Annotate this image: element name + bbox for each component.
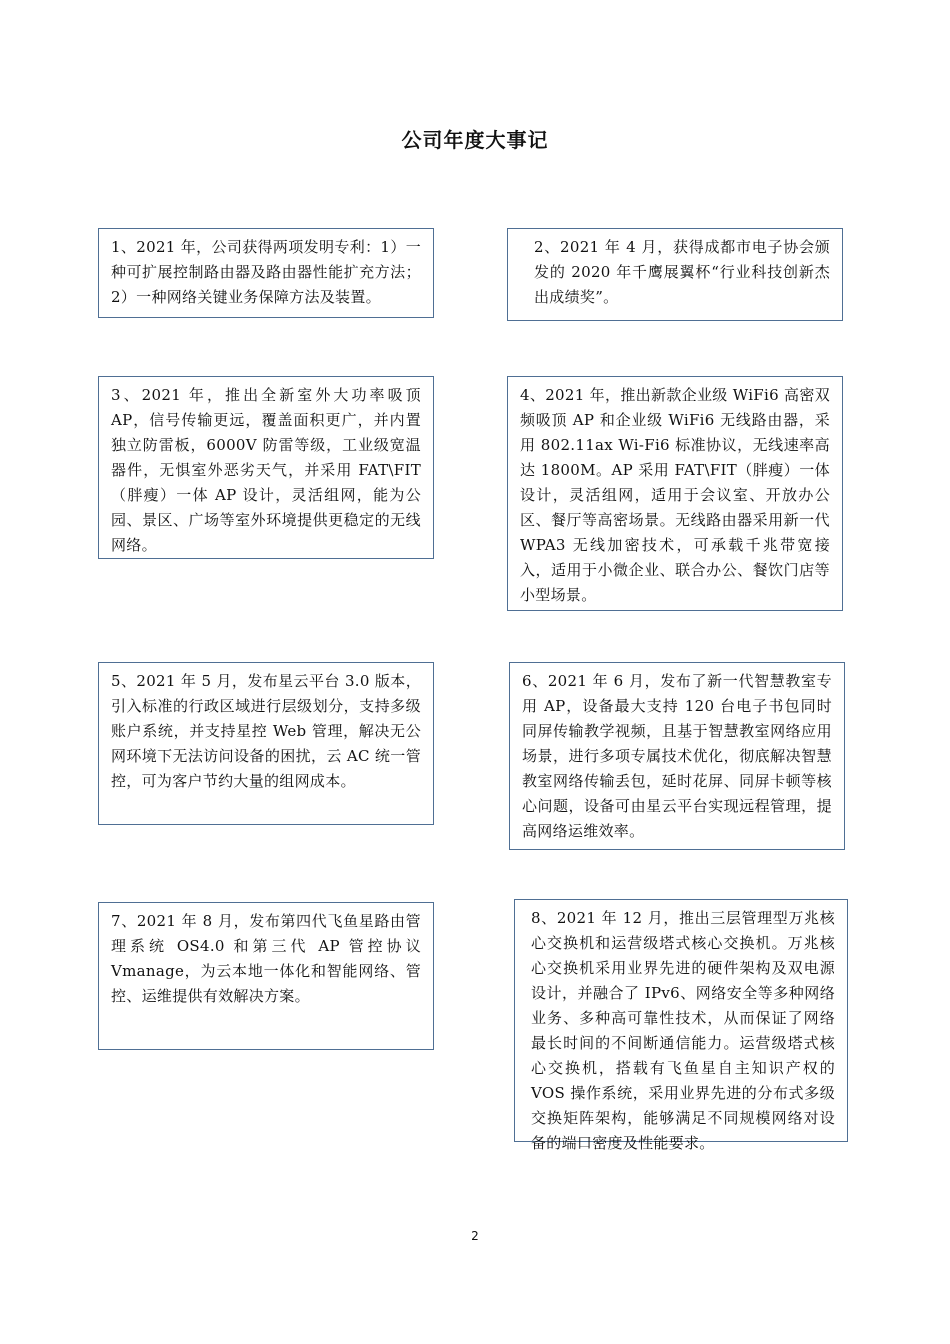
page-number: 2 (471, 1229, 479, 1243)
event-box-2: 2、2021 年 4 月，获得成都市电子协会颁发的 2020 年千鹰展翼杯“行业科技创新杰出成绩奖”。 (507, 228, 843, 321)
event-box-7: 7、2021 年 8 月，发布第四代飞鱼星路由管理系统 OS4.0 和第三代 AP 管控协议 Vmanage，为云本地一体化和智能网络、管控、运维提供有效解决方案。 (98, 902, 434, 1050)
event-box-5: 5、2021 年 5 月，发布星云平台 3.0 版本，引入标准的行政区域进行层级划分，支持多级账户系统，并支持星控 Web 管理，解决无公网环境下无法访问设备的困扰，云 AC 统一管控，可为客户节约大量的组网成本。 (98, 662, 434, 825)
page-title: 公司年度大事记 (401, 128, 549, 152)
event-box-8: 8、2021 年 12 月，推出三层管理型万兆核心交换机和运营级塔式核心交换机。万兆核心交换机采用业界先进的硬件架构及双电源设计，并融合了 IPv6、网络安全等多种网络业务、多种高可靠性技术，从而保证了网络最长时间的不间断通信能力。运营级塔式核心交换机，搭载有飞鱼星自主知识产权的 VOS 操作系统，采用业界先进的分布式多级交换矩阵架构，能够满足不同规模网络对设备的端口密度及性能要求。 (514, 899, 848, 1142)
event-box-1: 1、2021 年，公司获得两项发明专利：1）一种可扩展控制路由器及路由器性能扩充方法；2）一种网络关键业务保障方法及装置。 (98, 228, 434, 318)
event-box-6: 6、2021 年 6 月，发布了新一代智慧教室专用 AP，设备最大支持 120 台电子书包同时同屏传输教学视频，且基于智慧教室网络应用场景，进行多项专属技术优化，彻底解决智慧教室网络传输丢包，延时花屏、同屏卡顿等核心问题，设备可由星云平台实现远程管理，提高网络运维效率。 (509, 662, 845, 850)
event-box-4: 4、2021 年，推出新款企业级 WiFi6 高密双频吸顶 AP 和企业级 WiFi6 无线路由器，采用 802.11ax Wi-Fi6 标准协议，无线速率高达 1800M。AP 采用 FAT\FIT（胖瘦）一体设计，灵活组网，适用于会议室、开放办公区、餐厅等高密场景。无线路由器采用新一代 WPA3 无线加密技术，可承载千兆带宽接入，适用于小微企业、联合办公、餐饮门店等小型场景。 (507, 376, 843, 611)
event-box-3: 3、2021 年，推出全新室外大功率吸顶 AP，信号传输更远，覆盖面积更广，并内置独立防雷板，6000V 防雷等级，工业级宽温器件，无惧室外恶劣天气，并采用 FAT\FIT（胖瘦）一体 AP 设计，灵活组网，能为公园、景区、广场等室外环境提供更稳定的无线网络。 (98, 376, 434, 559)
